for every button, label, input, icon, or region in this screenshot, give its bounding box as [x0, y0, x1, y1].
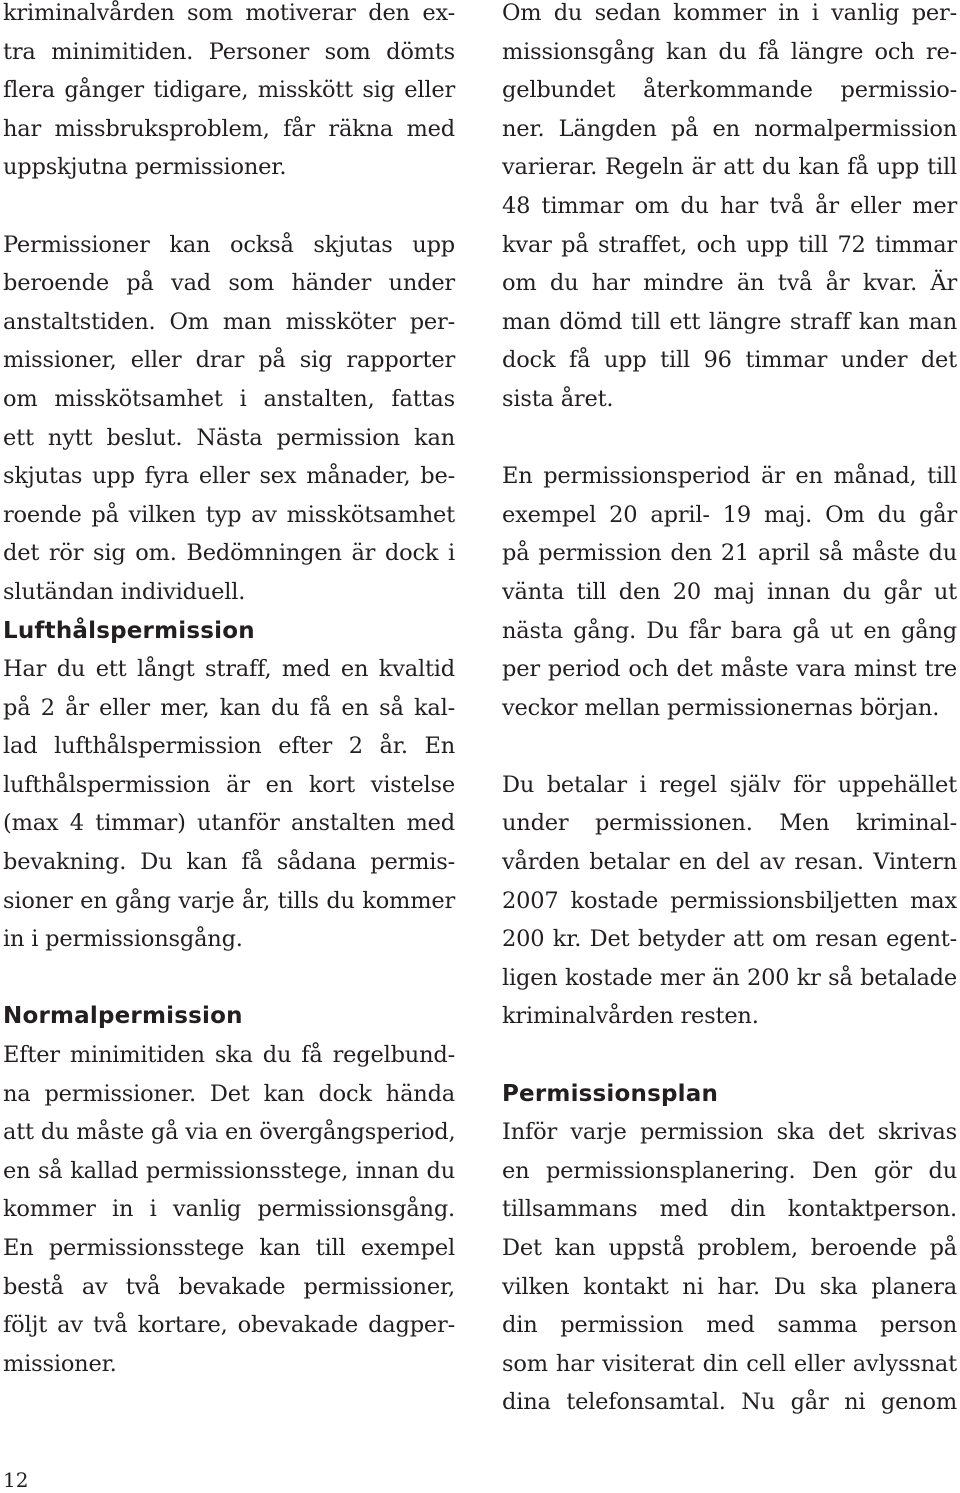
text-line: man dömd till ett längre straff kan man — [502, 308, 957, 335]
text-line: slutändan individuell. — [3, 578, 246, 605]
text-line: uppskjutna permissioner. — [3, 154, 287, 181]
paragraph-spacer — [502, 1036, 957, 1075]
text-line: ligen kostade mer än 200 kr så betalade — [502, 964, 957, 991]
page-number: 12 — [3, 1468, 29, 1492]
paragraph — [502, 0, 957, 419]
text-line: följt av två kortare, obevakade dagper- — [3, 1312, 455, 1339]
text-line: vänta till den 20 maj innan du går ut — [502, 578, 957, 605]
text-line: kommer in i vanlig permissionsgång. — [3, 1196, 455, 1223]
paragraph-spacer — [502, 419, 957, 458]
text-line: har missbruksproblem, får räkna med — [3, 115, 455, 142]
text-line: det rör sig om. Bedömningen är dock i — [3, 540, 455, 567]
text-line: Efter minimitiden ska du få regelbund- — [3, 1042, 455, 1069]
paragraph — [3, 226, 455, 612]
paragraph — [502, 1113, 957, 1422]
section-heading-normalpermission: Normalpermission — [3, 1003, 243, 1030]
paragraph — [502, 457, 957, 727]
text-line: (max 4 timmar) utanför anstalten med — [3, 810, 455, 837]
text-line: per period och det måste vara minst tre — [502, 656, 957, 683]
text-line: En permissionsperiod är en månad, till — [502, 463, 957, 490]
text-line: din permission med samma person — [502, 1312, 957, 1339]
paragraph-spacer — [3, 959, 455, 998]
text-line: på 2 år eller mer, kan du få en så kal- — [3, 694, 455, 721]
paragraph — [3, 650, 455, 959]
text-line: vården betalar en del av resan. Vintern — [502, 849, 957, 876]
text-line: gelbundet återkommande permissio- — [502, 77, 957, 104]
text-line: Har du ett långt straff, med en kvaltid — [3, 656, 455, 683]
text-line: lad lufthålspermission efter 2 år. En — [3, 733, 455, 760]
text-line: sioner en gång varje år, tills du kommer — [3, 887, 455, 914]
text-line: Du betalar i regel själv för uppehället — [502, 771, 957, 798]
text-line: in i permissionsgång. — [3, 926, 243, 953]
text-line: tillsammans med din kontaktperson. — [502, 1196, 957, 1223]
text-line: kvar på straffet, och upp till 72 timmar — [502, 231, 957, 258]
text-line: skjutas upp fyra eller sex månader, be- — [3, 463, 455, 490]
text-line: veckor mellan permissionernas början. — [502, 694, 940, 721]
text-line: anstaltstiden. Om man missköter per- — [3, 308, 455, 335]
text-line: på permission den 21 april så måste du — [502, 540, 957, 567]
text-line: roende på vilken typ av misskötsamhet — [3, 501, 455, 528]
text-line: 2007 kostade permissionsbiljetten max — [502, 887, 957, 914]
text-line: varierar. Regeln är att du kan få upp till — [502, 154, 957, 181]
text-line: kriminalvården som motiverar den ex- — [3, 0, 455, 26]
text-line: missioner. — [3, 1350, 117, 1377]
text-line: 200 kr. Det betyder att om resan egent- — [502, 926, 957, 953]
text-line: om misskötsamhet i anstalten, fattas — [3, 385, 455, 412]
text-line: ett nytt beslut. Nästa permission kan — [3, 424, 455, 451]
text-line: missionsgång kan du få längre och re- — [502, 38, 957, 65]
text-line: under permissionen. Men kriminal- — [502, 810, 957, 837]
text-line: exempel 20 april- 19 maj. Om du går — [502, 501, 957, 528]
text-line: 48 timmar om du har två år eller mer — [502, 192, 957, 219]
text-line: bestå av två bevakade permissioner, — [3, 1273, 455, 1300]
text-line: sista året. — [502, 385, 614, 412]
text-line: beroende på vad som händer under — [3, 270, 455, 297]
text-line: en så kallad permissionsstege, innan du — [3, 1157, 455, 1184]
text-line: som har visiterat din cell eller avlyssnat — [502, 1350, 957, 1377]
section-heading-lufthalspermission: Lufthålspermission — [3, 617, 255, 644]
text-line: om du har mindre än två år kvar. Är — [502, 270, 957, 297]
text-line: ner. Längden på en normalpermission — [502, 115, 957, 142]
text-line: nästa gång. Du får bara gå ut en gång — [502, 617, 957, 644]
text-line: Om du sedan kommer in i vanlig per- — [502, 0, 957, 26]
text-line: att du måste gå via en övergångsperiod, — [3, 1119, 456, 1146]
text-line: dock få upp till 96 timmar under det — [502, 347, 957, 374]
paragraph-spacer — [502, 727, 957, 766]
text-line: Inför varje permission ska det skrivas — [502, 1119, 957, 1146]
text-line: kriminalvården resten. — [502, 1003, 759, 1030]
paragraph — [502, 766, 957, 1036]
right-column — [502, 0, 957, 1422]
text-line: dina telefonsamtal. Nu går ni genom — [502, 1389, 957, 1416]
text-line: lufthålspermission är en kort vistelse — [3, 771, 455, 798]
text-line: Det kan uppstå problem, beroende på — [502, 1235, 957, 1261]
section-heading-permissionsplan: Permissionsplan — [502, 1080, 719, 1107]
paragraph — [3, 0, 455, 187]
text-line: bevakning. Du kan få sådana permis- — [3, 849, 455, 876]
text-line: en permissionsplanering. Den gör du — [502, 1157, 957, 1184]
text-line: Permissioner kan också skjutas upp — [3, 231, 455, 258]
text-line: En permissionsstege kan till exempel — [3, 1235, 455, 1261]
text-line: flera gånger tidigare, misskött sig eller — [3, 77, 455, 104]
text-line: na permissioner. Det kan dock hända — [3, 1080, 455, 1107]
paragraph-spacer — [3, 187, 455, 226]
left-column — [3, 0, 455, 1383]
text-line: tra minimitiden. Personer som dömts — [3, 38, 455, 65]
text-line: missioner, eller drar på sig rapporter — [3, 347, 455, 374]
text-line: vilken kontakt ni har. Du ska planera — [502, 1273, 957, 1300]
paragraph — [3, 1036, 455, 1383]
